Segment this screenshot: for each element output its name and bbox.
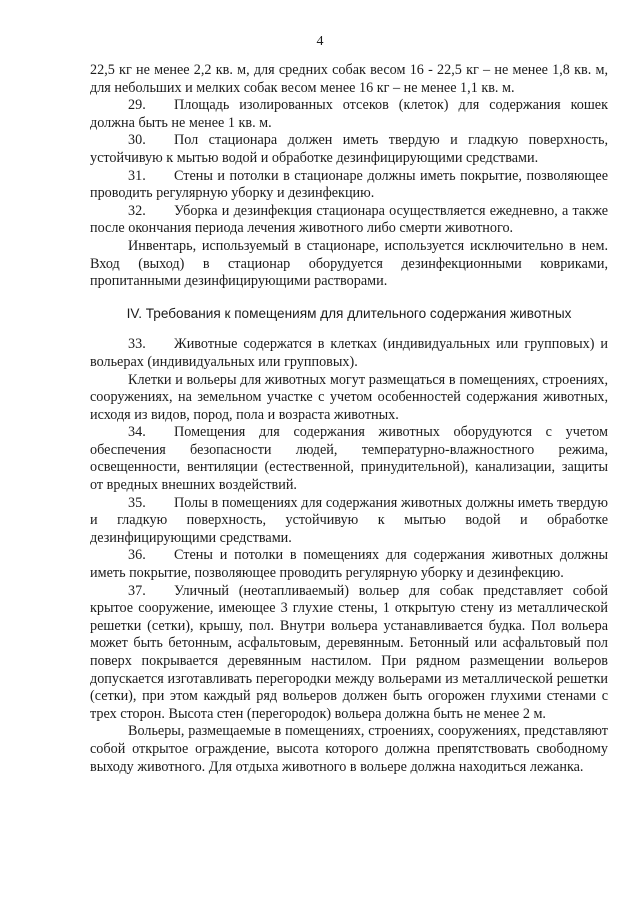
paragraph-number: 33.	[128, 336, 146, 353]
paragraph-number: 32.	[128, 202, 146, 219]
paragraph-32	[90, 203, 608, 238]
paragraph-number: 35.	[128, 494, 146, 511]
paragraph-number: 36.	[128, 547, 146, 564]
section-title: IV. Требования к помещениям для длительного содержания животных	[126, 305, 572, 321]
paragraph-text: Клетки и вольеры для животных могут размещаться в помещениях, строениях, сооружениях, на земельном участке с учетом особенностей содержания животных, исходя из видов, пород, пола и возраста животных.	[90, 371, 608, 423]
paragraph-37	[90, 583, 608, 724]
paragraph-number: 29.	[128, 97, 146, 114]
paragraph-text: Уборка и дезинфекция стационара осуществляется ежедневно, а также после окончания периода лечения животного либо смерти животного.	[90, 202, 608, 237]
page-number: 4	[316, 34, 324, 49]
paragraph-36	[90, 547, 608, 582]
paragraph-34	[90, 424, 608, 494]
paragraph-35	[90, 495, 608, 548]
paragraph-number: 37.	[128, 582, 146, 599]
paragraph-32-inventory	[90, 238, 608, 291]
paragraph-number: 34.	[128, 424, 146, 441]
paragraph-37-indoor-enclosures	[90, 723, 608, 776]
paragraph-text: Полы в помещениях для содержания животных должны иметь твердую и гладкую поверхность, устойчивую к мытью водой и обработке дезинфицирующими средствами.	[90, 494, 608, 546]
paragraph-text: Стены и потолки в помещениях для содержания животных должны иметь покрытие, позволяющее проводить регулярную уборку и дезинфекцию.	[90, 547, 608, 582]
paragraph-33-cages	[90, 372, 608, 425]
paragraph-number: 31.	[128, 167, 146, 184]
paragraph-text: Стены и потолки в стационаре должны иметь покрытие, позволяющее проводить регулярную уборку и дезинфекцию.	[90, 167, 608, 202]
paragraph-number: 30.	[128, 132, 146, 149]
paragraph-text: Животные содержатся в клетках (индивидуальных или групповых) и вольерах (индивидуальных или групповых).	[90, 336, 608, 370]
paragraph-text: Инвентарь, используемый в стационаре, используется исключительно в нем. Вход (выход) в стационар оборудуется дезинфекционными ковриками, пропитанными дезинфицирующими растворами.	[90, 237, 608, 290]
paragraph-text: Площадь изолированных отсеков (клеток) для содержания кошек должна быть не менее 1 кв. м.	[90, 97, 608, 131]
paragraph-29	[90, 97, 608, 132]
document-body	[90, 62, 608, 776]
paragraph-text: Вольеры, размещаемые в помещениях, строениях, сооружениях, представляют собой открытое ограждение, высота которого должна препятствовать свободному выходу животного. Для отдыха животного в вольере должна находиться лежанка.	[90, 723, 608, 775]
paragraph-text: Пол стационара должен иметь твердую и гладкую поверхность, устойчивую к мытью водой и обработке дезинфицирующими средствами.	[90, 132, 608, 166]
paragraph-28-continuation	[90, 62, 608, 97]
paragraph-33	[90, 336, 608, 371]
paragraph-30	[90, 132, 608, 167]
paragraph-31	[90, 168, 608, 203]
paragraph-text: Уличный (неотапливаемый) вольер для собак представляет собой крытое сооружение, имеющее 3 глухие стены, 1 открытую стену из металлической решетки (сетки), крышу, пол. Внутри вольера устанавливается будка. Пол вольера может быть бетонным, асфальтовым, деревянным. Бетонный или асфальтовый пол поверх покрывается деревянным настилом. При рядном размещении вольеров допускается изготавливать перегородки между вольерами из металлической решетки (сетки), при этом каждый ряд вольеров должен быть огорожен глухими стенами с трех сторон. Высота стен (перегородок) вольера должна быть не менее 2 м.	[90, 582, 608, 722]
paragraph-text: 22,5 кг не менее 2,2 кв. м, для средних собак весом 16 - 22,5 кг – не менее 1,8 кв. м, для небольших и мелких собак весом менее 16 кг – не менее 1,1 кв. м.	[90, 62, 608, 96]
paragraph-text: Помещения для содержания животных оборудуются с учетом обеспечения безопасности людей, температурно-влажностного режима, освещенности, вентиляции (естественной, принудительной), канализации, защиты от вредных внешних воздействий.	[90, 424, 608, 494]
